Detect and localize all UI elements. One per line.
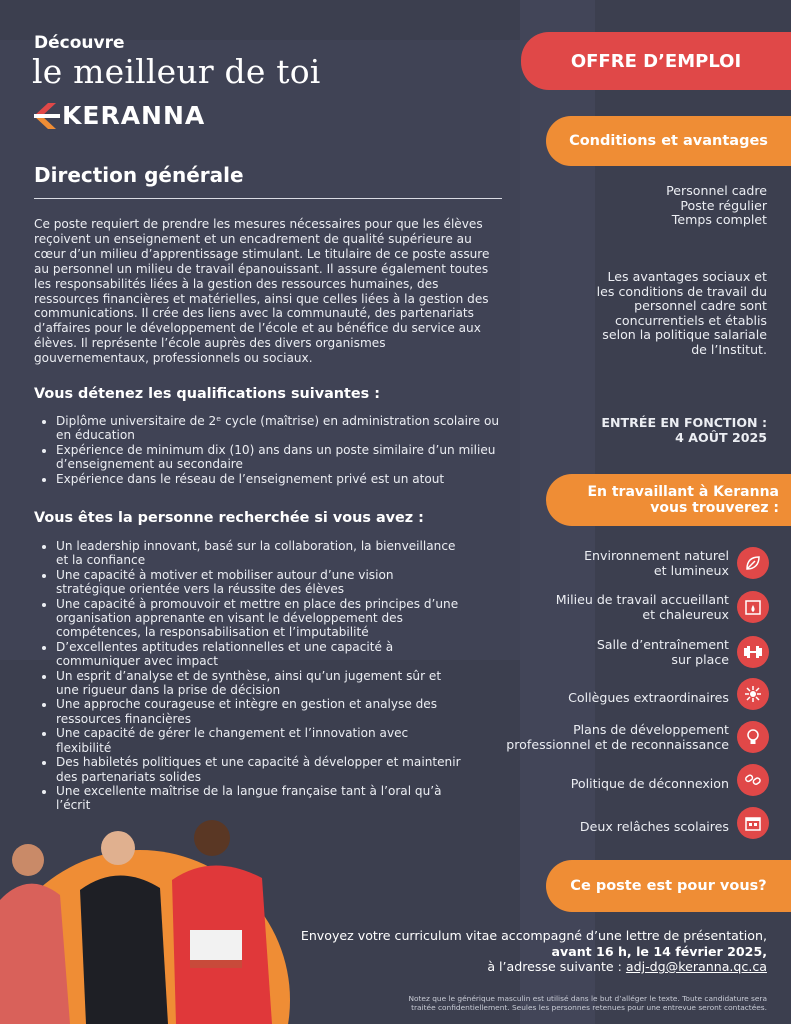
title-divider bbox=[34, 198, 502, 199]
footnote bbox=[337, 994, 767, 1012]
benefits-line: les conditions de travail du bbox=[596, 283, 767, 299]
condition-line: Poste régulier bbox=[680, 197, 767, 213]
start-label: ENTRÉE EN FONCTION : bbox=[601, 415, 767, 430]
benefits-line: concurrentiels et établis bbox=[615, 312, 767, 328]
footnote-line: traitée confidentiellement. Seules les personnes retenues pour une entrevue seront contactées. bbox=[411, 1003, 767, 1012]
start-date-block bbox=[601, 416, 767, 445]
job-offer-badge: OFFRE D’EMPLOI bbox=[521, 32, 791, 90]
perk-label: et chaleureux bbox=[642, 607, 729, 622]
apply-deadline: avant 16 h, le 14 février 2025, bbox=[551, 943, 767, 959]
benefits-text bbox=[597, 270, 767, 358]
condition-line: Personnel cadre bbox=[666, 183, 767, 198]
lightbulb-icon bbox=[737, 721, 769, 753]
perk-label: Deux relâches scolaires bbox=[579, 818, 729, 834]
conditions-list bbox=[666, 184, 767, 228]
list-item: • Une approche courageuse et intègre en gestion et analyse des ressources financières bbox=[56, 697, 464, 726]
list-item: • Une capacité à promouvoir et mettre en place des principes d’une organisation apprenante en visant le développement des compétences, la responsabilisation et l’imputabilité bbox=[56, 597, 464, 640]
kicker-text: Découvre bbox=[34, 33, 125, 53]
apply-prefix: à l’adresse suivante : bbox=[487, 959, 626, 974]
perk-label: Environnement naturel bbox=[584, 548, 729, 563]
perk-item bbox=[568, 678, 769, 710]
job-title: Direction générale bbox=[34, 163, 244, 187]
perk-label: Collègues extraordinaires bbox=[568, 689, 729, 705]
profile-section bbox=[34, 510, 464, 813]
perks-heading bbox=[546, 474, 791, 526]
perk-item bbox=[556, 591, 769, 623]
broken-link-icon bbox=[737, 764, 769, 796]
email-link[interactable]: adj-dg@keranna.qc.ca bbox=[625, 959, 767, 974]
list-item: • Diplôme universitaire de 2ᵉ cycle (maîtrise) en administration scolaire ou en éducation bbox=[56, 414, 502, 443]
calendar-icon bbox=[737, 807, 769, 839]
list-item: • D’excellentes aptitudes relationnelles et une capacité à communiquer avec impact bbox=[56, 640, 464, 669]
list-item: • Une capacité à motiver et mobiliser autour d’une vision stratégique orientée vers la réussite des élèves bbox=[56, 568, 464, 597]
perk-item bbox=[580, 807, 769, 839]
list-item: • Un esprit d’analyse et de synthèse, ainsi qu’un jugement sûr et une rigueur dans la prise de décision bbox=[56, 669, 464, 698]
list-item: • Expérience dans le réseau de l’enseignement privé est un atout bbox=[56, 472, 502, 486]
perk-label: Plans de développement bbox=[573, 722, 729, 737]
perks-heading-line: vous trouverez : bbox=[650, 500, 779, 516]
perk-item bbox=[571, 764, 769, 796]
perk-label: Salle d’entraînement bbox=[596, 637, 729, 652]
headline: le meilleur de toi bbox=[32, 52, 321, 91]
perk-item bbox=[506, 721, 769, 753]
apply-line: Envoyez votre curriculum vitae accompagné d’une lettre de présentation, bbox=[300, 928, 767, 943]
qualifications-list bbox=[34, 414, 502, 486]
keranna-logo bbox=[34, 101, 205, 130]
conditions-heading: Conditions et avantages bbox=[546, 116, 791, 166]
fireplace-icon bbox=[737, 591, 769, 623]
team-icon bbox=[737, 678, 769, 710]
perk-label: sur place bbox=[671, 652, 729, 667]
apply-line bbox=[297, 959, 767, 975]
profile-heading: Vous êtes la personne recherchée si vous avez : bbox=[34, 510, 424, 526]
list-item: • Un leadership innovant, basé sur la collaboration, la bienveillance et la confiance bbox=[56, 539, 464, 568]
qualifications-section bbox=[34, 386, 502, 486]
start-date: 4 AOÛT 2025 bbox=[675, 429, 767, 445]
footnote-line: Notez que le générique masculin est utilisé dans le but d’alléger le texte. Toute candidature sera bbox=[408, 994, 767, 1003]
benefits-line: de l’Institut. bbox=[691, 341, 767, 357]
perk-item bbox=[597, 636, 769, 668]
leaf-icon bbox=[737, 547, 769, 579]
list-item: • Une excellente maîtrise de la langue française tant à l’oral qu’à l’écrit bbox=[56, 784, 464, 813]
list-item: • Expérience de minimum dix (10) ans dans un poste similaire d’un milieu d’enseignement au secondaire bbox=[56, 443, 502, 472]
perk-item bbox=[584, 547, 769, 579]
perk-label: et lumineux bbox=[653, 563, 729, 578]
qualifications-heading: Vous détenez les qualifications suivantes : bbox=[34, 386, 381, 402]
benefits-line: Les avantages sociaux et bbox=[607, 269, 767, 284]
list-item: • Des habiletés politiques et une capacité à développer et maintenir des partenariats solides bbox=[56, 755, 464, 784]
logo-wordmark: KERANNA bbox=[62, 101, 206, 130]
team-photo bbox=[0, 800, 300, 1024]
benefits-line: selon la politique salariale bbox=[602, 327, 767, 343]
cta-banner: Ce poste est pour vous? bbox=[546, 860, 791, 912]
job-intro: Ce poste requiert de prendre les mesures nécessaires pour que les élèves reçoivent un enseignement et un encadrement de qualité supérieure au cœur d’un milieu d’apprentissage stimulant. Le titulaire de ce poste assure au personnel un milieu de travail épanouissant. Il assure également toutes les responsabilités liées à la gestion des ressources humaines, des ressources financières et matérielles, ainsi que celles liées à la gestion des communications. Il crée des liens avec la communauté, des partenariats d’affaires pour le développement de l’école et au bénéfice du service aux élèves. Il représente l’école auprès des divers organismes gouvernementaux, professionnels ou sociaux. bbox=[34, 217, 490, 366]
dumbbell-icon bbox=[737, 636, 769, 668]
profile-list bbox=[34, 539, 464, 813]
benefits-line: personnel cadre sont bbox=[634, 298, 767, 314]
keranna-k-logo-icon bbox=[34, 103, 60, 129]
perks-heading-line: En travaillant à Keranna bbox=[587, 484, 779, 500]
perk-label: Politique de déconnexion bbox=[570, 775, 729, 791]
condition-line: Temps complet bbox=[671, 212, 767, 228]
perk-label: professionnel et de reconnaissance bbox=[506, 737, 729, 752]
perk-label: Milieu de travail accueillant bbox=[555, 592, 729, 607]
list-item: • Une capacité de gérer le changement et l’innovation avec flexibilité bbox=[56, 726, 464, 755]
apply-instructions bbox=[297, 928, 767, 975]
